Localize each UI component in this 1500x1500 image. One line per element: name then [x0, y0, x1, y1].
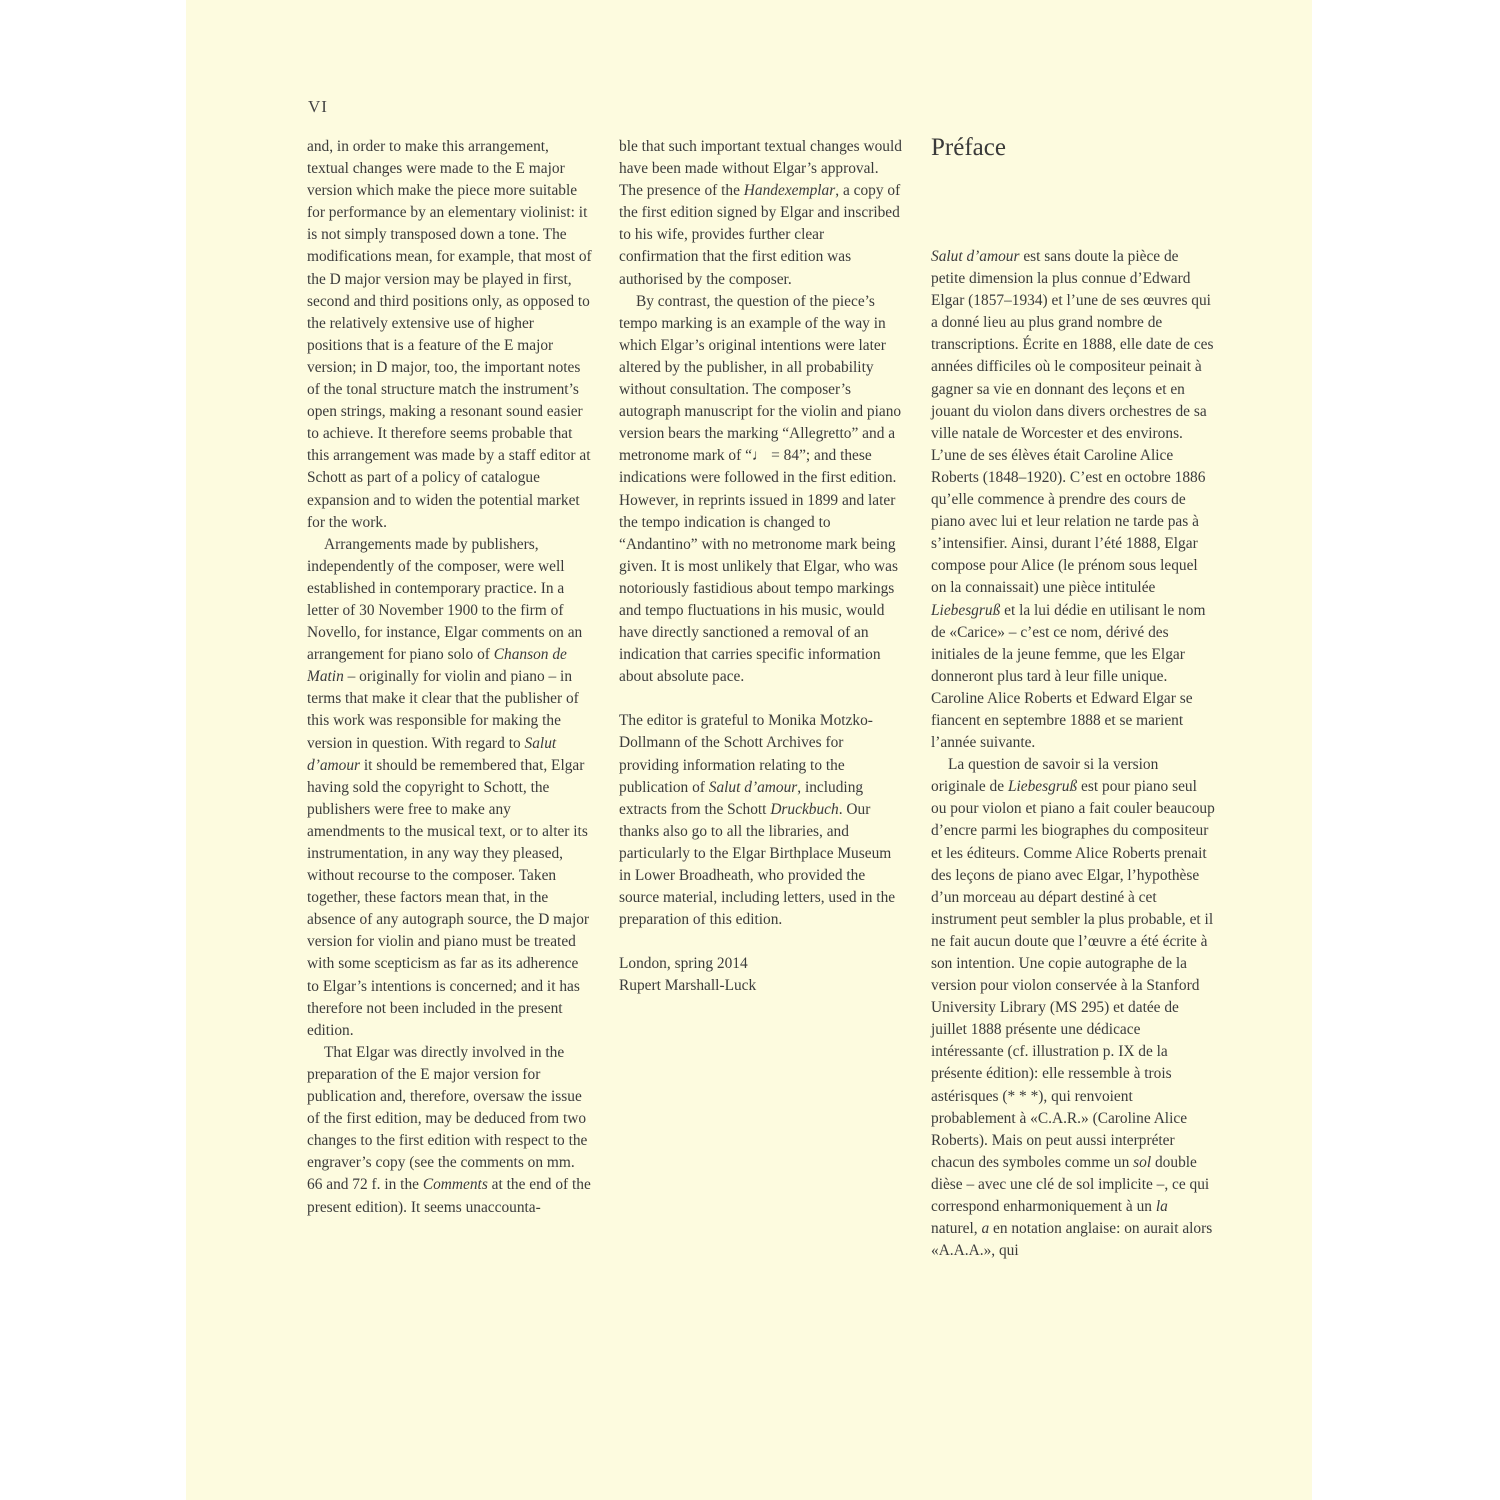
preface-heading: Préface — [931, 134, 1006, 161]
italic-term: sol — [1133, 1153, 1152, 1171]
text-run: and, in order to make this arrangement, textual changes were made to the E major version which make the piece more suitable for performance by an elementary violinist: it is not simply transposed down a tone. The modifications mean, for example, that most of the D major version may be played in first, second and third positions only, as opposed to the relatively extensive use of higher positions that is a feature of the E major version; in D major, too, the important notes of the tonal structure match the instrument’s open strings, making a resonant sound easier to achieve. It therefore seems probable that this arrangement was made by a staff editor at Schott as part of a policy of catalogue expansion and to widen the potential market for the work. — [307, 138, 592, 531]
italic-title: Salut d’amour — [307, 734, 557, 774]
paragraph — [619, 136, 904, 291]
italic-title: Druckbuch — [770, 800, 839, 818]
text-run: – originally for violin and piano – in terms that make it clear that the publisher of this work was responsible for making the version in question. With regard to — [307, 668, 579, 752]
text-run: naturel, — [931, 1220, 982, 1238]
italic-term: la — [1155, 1198, 1168, 1216]
text-run: en notation anglaise: on aurait alors «A.A.A.», qui — [931, 1220, 1213, 1260]
italic-title: Salut d’amour — [931, 248, 1020, 265]
text-run: , including extracts from the Schott — [619, 778, 864, 818]
english-column-2 — [619, 136, 904, 997]
paragraph — [307, 534, 592, 1042]
text-run: ble that such important textual changes would have been made without Elgar’s approval. The presence of the — [619, 138, 902, 200]
text-run: The editor is grateful to Monika Motzko-Dollmann of the Schott Archives for providing information relating to the publication of — [619, 712, 873, 796]
italic-title: Liebesgruß — [1007, 778, 1078, 796]
acknowledgements — [619, 710, 904, 931]
author-signature: Rupert Marshall-Luck — [619, 977, 757, 995]
italic-term: a — [981, 1220, 990, 1238]
english-column-1 — [307, 136, 592, 1219]
text-run: it should be remembered that, Elgar having sold the copyright to Schott, the publishers were free to make any amendments to the musical text, or to alter its instrumentation, in any way they pleased, without recourse to the composer. Taken together, these factors mean that, in the absence of any autograph source, the D major version for violin and piano must be treated with some scepticism as far as its adherence to Elgar’s intentions is concerned; and it has therefore not been included in the present edition. — [307, 756, 590, 1039]
paragraph — [931, 246, 1216, 754]
page-number: VI — [308, 97, 328, 116]
text-run: double dièse – avec une clé de sol implicite –, ce qui correspond enharmoniquement à un — [931, 1153, 1210, 1216]
italic-title: Chanson de Matin — [307, 646, 567, 686]
text-run: est pour piano seul ou pour violon et piano a fait couler beaucoup d’encre parmi les biographes du compositeur et les éditeurs. Comme Alice Roberts prenait des leçons de piano avec Elgar, l’hypothèse d’un morceau au départ destiné à cet instrument peut sembler la plus probable, et il ne fait aucun doute que l’œuvre a été écrite à son intention. Une copie autographe de la version pour violon conservée à la Stanford University Library (MS 295) et datée de juillet 1888 présente une dédicace intéressante (cf. illustration p. IX de la présente édition): elle ressemble à trois astérisques (* * *), qui renvoient probablement à «C.A.R.» (Caroline Alice Roberts). Mais on peut aussi interpréter chacun des symboles comme un — [931, 778, 1215, 1171]
text-run: La question de savoir si la version originale de — [931, 756, 1159, 796]
text-run: That Elgar was directly involved in the preparation of the E major version for publication and, therefore, oversaw the issue of the first edition, may be deduced from two changes to the first edition with respect to the engraver’s copy (see the comments on mm. 66 and 72 f. in the — [307, 1043, 588, 1194]
text-run: et la lui dédie en utilisant le nom de «Carice» – c’est ce nom, dérivé des initiales de la jeune femme, que les Elgar donneront plus tard à leur fille unique. Caroline Alice Roberts et Edward Elgar se fiancent en septembre 1888 et se marient l’année suivante. — [931, 601, 1206, 752]
place-date: London, spring 2014 — [619, 955, 748, 973]
text-run: , a copy of the first edition signed by Elgar and inscribed to his wife, provides further clear confirmation that the first edition was authorised by the composer. — [619, 182, 901, 288]
text-run: at the end of the present edition). It seems unaccounta- — [307, 1176, 591, 1216]
paragraph — [307, 1042, 592, 1219]
paragraph — [619, 291, 904, 689]
italic-title: Salut d’amour — [708, 778, 798, 796]
french-column — [931, 246, 1216, 1262]
paragraph — [931, 754, 1216, 1262]
text-run: By contrast, the question of the piece’s tempo marking is an example of the way in which Elgar’s original intentions were later altered by the publisher, in all probability without consultation. The composer’s autograph manuscript for the violin and piano version bears the marking “Allegretto” and a metronome mark of “♩ = 84”; and these indications were followed in the first edition. However, in reprints issued in 1899 and later the tempo indication is changed to “Andantino” with no metronome mark being given. It is most unlikely that Elgar, who was notoriously fastidious about tempo markings and tempo fluctuations in his music, would have directly sanctioned a removal of an indication that carries specific information about absolute pace. — [619, 292, 902, 686]
italic-title: Comments — [422, 1176, 488, 1194]
paragraph — [307, 136, 592, 534]
italic-title: Liebesgruß — [931, 601, 1001, 619]
text-run: est sans doute la pièce de petite dimension la plus connue d’Edward Elgar (1857–1934) et l’une de ses œuvres qui a donné lieu au plus grand nombre de transcriptions. Écrite en 1888, elle date de ces années difficiles où le compositeur peinait à gagner sa vie en donnant des leçons et en jouant du violon dans divers orchestres de sa ville natale de Worcester et des environs. L’une de ses élèves était Caroline Alice Roberts (1848–1920). C’est en octobre 1886 qu’elle commence à prendre des cours de piano avec lui et leur relation ne tarde pas à s’intensifier. Ainsi, durant l’été 1888, Elgar compose pour Alice (le prénom sous lequel on la connaissait) une pièce intitulée — [931, 248, 1214, 597]
italic-title: Handexemplar — [743, 182, 836, 200]
text-run: . Our thanks also go to all the libraries, and particularly to the Elgar Birthplace Museum in Lower Broadheath, who provided the source material, including letters, used in the preparation of this edition. — [619, 800, 896, 929]
text-run: Arrangements made by publishers, independently of the composer, were well established in contemporary practice. In a letter of 30 November 1900 to the firm of Novello, for instance, Elgar comments on an arrangement for piano solo of — [307, 535, 583, 664]
